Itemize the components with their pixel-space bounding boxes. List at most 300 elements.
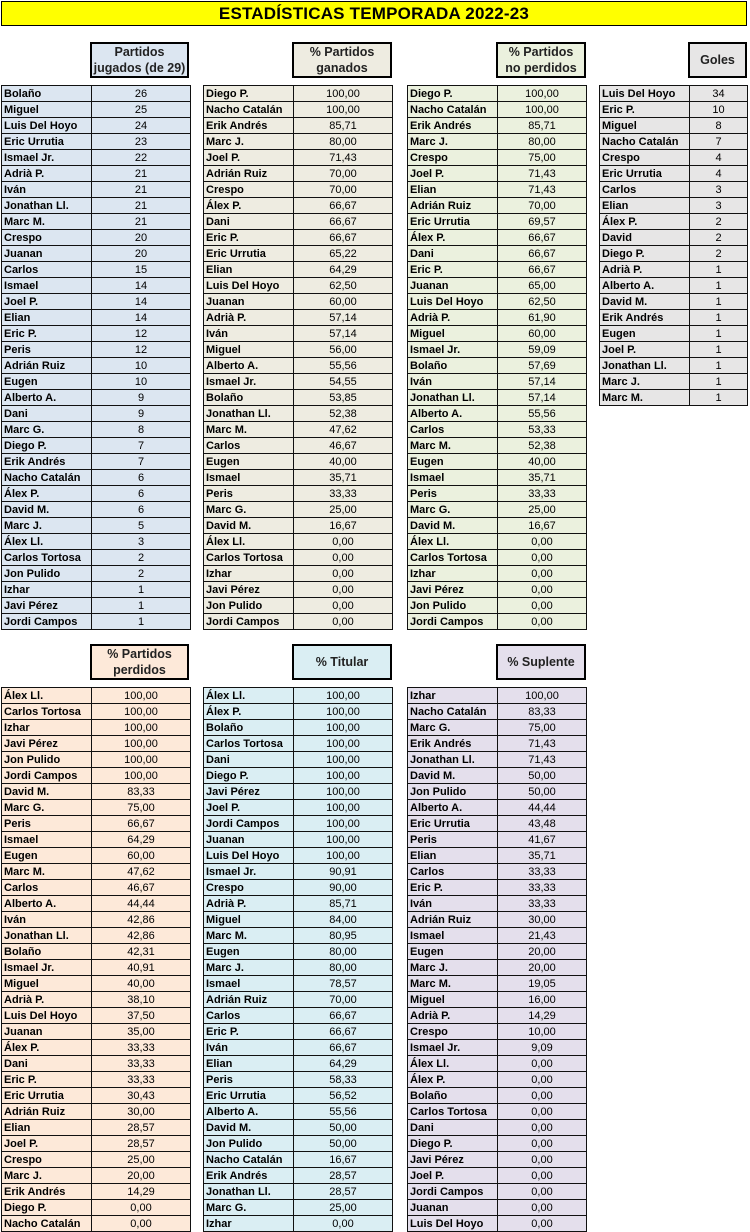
player-name: Álex P. bbox=[408, 1072, 498, 1088]
stat-value: 66,67 bbox=[498, 230, 587, 246]
stat-value: 65,22 bbox=[294, 246, 393, 262]
stat-value: 50,00 bbox=[498, 784, 587, 800]
table-row bbox=[2, 1104, 191, 1120]
table-row bbox=[204, 1056, 393, 1072]
stat-value: 25,00 bbox=[294, 502, 393, 518]
stat-value: 35,71 bbox=[294, 470, 393, 486]
stat-value: 100,00 bbox=[294, 704, 393, 720]
player-name: Joel P. bbox=[204, 800, 294, 816]
player-name: Eric Urrutia bbox=[204, 1088, 294, 1104]
stat-value: 3 bbox=[92, 534, 191, 550]
table-row bbox=[408, 1184, 587, 1200]
table-row bbox=[204, 784, 393, 800]
player-name: Marc G. bbox=[408, 720, 498, 736]
player-name: Eric P. bbox=[2, 326, 92, 342]
table-row bbox=[204, 976, 393, 992]
stat-value: 23 bbox=[92, 134, 191, 150]
table-row bbox=[2, 1056, 191, 1072]
stat-value: 1 bbox=[690, 390, 748, 406]
stat-value: 0,00 bbox=[498, 534, 587, 550]
table-row bbox=[2, 134, 191, 150]
table-row bbox=[408, 1040, 587, 1056]
stat-value: 8 bbox=[92, 422, 191, 438]
table-row bbox=[600, 166, 748, 182]
table-row bbox=[408, 278, 587, 294]
stat-value: 0,00 bbox=[92, 1216, 191, 1232]
player-name: Nacho Catalán bbox=[204, 1152, 294, 1168]
stat-value: 20,00 bbox=[92, 1168, 191, 1184]
player-name: Juanan bbox=[408, 278, 498, 294]
player-name: Ismael Jr. bbox=[204, 864, 294, 880]
stat-value: 14 bbox=[92, 278, 191, 294]
player-name: Eugen bbox=[2, 848, 92, 864]
stat-value: 71,43 bbox=[294, 150, 393, 166]
page-title: ESTADÍSTICAS TEMPORADA 2022-23 bbox=[1, 1, 747, 26]
table-row bbox=[408, 86, 587, 102]
player-name: Jon Pulido bbox=[204, 1136, 294, 1152]
table-row bbox=[204, 1104, 393, 1120]
stat-value: 66,67 bbox=[498, 262, 587, 278]
stat-value: 7 bbox=[690, 134, 748, 150]
player-name: Javi Pérez bbox=[2, 598, 92, 614]
table-row bbox=[408, 1200, 587, 1216]
stat-value: 71,43 bbox=[498, 736, 587, 752]
table-row bbox=[2, 166, 191, 182]
table-row bbox=[204, 390, 393, 406]
table-row bbox=[2, 1040, 191, 1056]
stat-value: 40,00 bbox=[92, 976, 191, 992]
player-name: Adrià P. bbox=[204, 896, 294, 912]
table-row bbox=[204, 502, 393, 518]
table-row bbox=[408, 1136, 587, 1152]
table-row bbox=[204, 614, 393, 630]
player-name: Adrián Ruiz bbox=[204, 166, 294, 182]
player-name: Luis Del Hoyo bbox=[204, 278, 294, 294]
stat-value: 71,43 bbox=[498, 166, 587, 182]
stat-value: 2 bbox=[690, 214, 748, 230]
player-name: Crespo bbox=[408, 1024, 498, 1040]
player-name: Marc G. bbox=[2, 800, 92, 816]
player-name: Eric P. bbox=[204, 1024, 294, 1040]
player-name: Carlos bbox=[408, 864, 498, 880]
stat-value: 56,00 bbox=[294, 342, 393, 358]
player-name: Álex Ll. bbox=[2, 534, 92, 550]
stat-value: 100,00 bbox=[498, 86, 587, 102]
stat-value: 80,00 bbox=[294, 134, 393, 150]
stat-value: 0,00 bbox=[498, 550, 587, 566]
stat-value: 25 bbox=[92, 102, 191, 118]
table-row bbox=[408, 944, 587, 960]
table-row bbox=[408, 960, 587, 976]
table-row bbox=[2, 1152, 191, 1168]
player-name: Álex Ll. bbox=[204, 534, 294, 550]
player-name: Peris bbox=[2, 816, 92, 832]
player-name: Marc J. bbox=[204, 960, 294, 976]
player-name: Eric P. bbox=[2, 1072, 92, 1088]
stat-value: 35,71 bbox=[498, 470, 587, 486]
stat-value: 4 bbox=[690, 150, 748, 166]
table-row bbox=[2, 470, 191, 486]
player-name: Juanan bbox=[408, 1200, 498, 1216]
table-row bbox=[408, 880, 587, 896]
table-row bbox=[408, 502, 587, 518]
player-name: Eric P. bbox=[408, 262, 498, 278]
stat-value: 55,56 bbox=[498, 406, 587, 422]
player-name: Luis Del Hoyo bbox=[408, 1216, 498, 1232]
stat-value: 9,09 bbox=[498, 1040, 587, 1056]
stat-value: 80,00 bbox=[498, 134, 587, 150]
stat-value: 54,55 bbox=[294, 374, 393, 390]
player-name: Elian bbox=[408, 848, 498, 864]
stat-value: 75,00 bbox=[92, 800, 191, 816]
stat-value: 33,33 bbox=[498, 864, 587, 880]
player-name: Miguel bbox=[2, 976, 92, 992]
player-name: Juanan bbox=[2, 1024, 92, 1040]
table-row bbox=[2, 118, 191, 134]
stat-value: 9 bbox=[92, 390, 191, 406]
table-row bbox=[204, 1136, 393, 1152]
player-name: Jordi Campos bbox=[408, 614, 498, 630]
stat-value: 38,10 bbox=[92, 992, 191, 1008]
stat-value: 85,71 bbox=[498, 118, 587, 134]
player-name: Diego P. bbox=[2, 1200, 92, 1216]
player-name: Jordi Campos bbox=[204, 816, 294, 832]
stat-value: 25,00 bbox=[294, 1200, 393, 1216]
table-row bbox=[204, 1120, 393, 1136]
player-name: Eric P. bbox=[600, 102, 690, 118]
stat-value: 14,29 bbox=[498, 1008, 587, 1024]
stat-value: 83,33 bbox=[92, 784, 191, 800]
player-name: Ismael Jr. bbox=[408, 1040, 498, 1056]
stat-value: 21,43 bbox=[498, 928, 587, 944]
player-name: Jon Pulido bbox=[2, 752, 92, 768]
stat-value: 0,00 bbox=[498, 1152, 587, 1168]
stat-value: 100,00 bbox=[92, 768, 191, 784]
table-row bbox=[2, 928, 191, 944]
player-name: Jon Pulido bbox=[204, 598, 294, 614]
table-row bbox=[2, 406, 191, 422]
player-name: Alberto A. bbox=[2, 896, 92, 912]
stat-value: 21 bbox=[92, 166, 191, 182]
table-row bbox=[2, 182, 191, 198]
table-row bbox=[600, 310, 748, 326]
stat-value: 3 bbox=[690, 198, 748, 214]
player-name: Elian bbox=[600, 198, 690, 214]
stat-value: 2 bbox=[690, 246, 748, 262]
player-name: Diego P. bbox=[600, 246, 690, 262]
stat-value: 100,00 bbox=[294, 832, 393, 848]
player-name: Ismael bbox=[2, 278, 92, 294]
stat-value: 57,14 bbox=[294, 310, 393, 326]
player-name: Álex P. bbox=[408, 230, 498, 246]
player-name: Dani bbox=[408, 246, 498, 262]
player-name: Bolaño bbox=[408, 1088, 498, 1104]
player-name: Peris bbox=[204, 1072, 294, 1088]
player-name: Dani bbox=[2, 406, 92, 422]
table-row bbox=[204, 374, 393, 390]
stat-value: 46,67 bbox=[92, 880, 191, 896]
stat-value: 42,86 bbox=[92, 928, 191, 944]
player-name: Crespo bbox=[600, 150, 690, 166]
table-row bbox=[2, 582, 191, 598]
stat-value: 0,00 bbox=[294, 1216, 393, 1232]
table-row bbox=[2, 374, 191, 390]
table-row bbox=[204, 736, 393, 752]
table-row bbox=[2, 294, 191, 310]
stat-value: 43,48 bbox=[498, 816, 587, 832]
stat-value: 71,43 bbox=[498, 182, 587, 198]
table-row bbox=[408, 784, 587, 800]
table-row bbox=[204, 704, 393, 720]
player-name: Ismael Jr. bbox=[204, 374, 294, 390]
player-name: Marc M. bbox=[204, 422, 294, 438]
header-goles: Goles bbox=[688, 42, 747, 78]
player-name: David M. bbox=[204, 1120, 294, 1136]
table-row bbox=[408, 720, 587, 736]
table-row bbox=[204, 1168, 393, 1184]
player-name: Eugen bbox=[204, 454, 294, 470]
table-row bbox=[2, 198, 191, 214]
table-row bbox=[204, 944, 393, 960]
stat-value: 50,00 bbox=[294, 1136, 393, 1152]
table-row bbox=[2, 310, 191, 326]
stat-value: 1 bbox=[690, 278, 748, 294]
table-row bbox=[408, 816, 587, 832]
table-row bbox=[408, 832, 587, 848]
table-row bbox=[204, 262, 393, 278]
table-row bbox=[2, 688, 191, 704]
stat-value: 53,33 bbox=[498, 422, 587, 438]
player-name: Jonathan Ll. bbox=[600, 358, 690, 374]
table-row bbox=[408, 1104, 587, 1120]
stat-value: 66,67 bbox=[498, 246, 587, 262]
player-name: Peris bbox=[408, 486, 498, 502]
stat-value: 100,00 bbox=[294, 736, 393, 752]
table-row bbox=[408, 928, 587, 944]
stat-value: 83,33 bbox=[498, 704, 587, 720]
stat-value: 10 bbox=[92, 374, 191, 390]
player-name: Eric Urrutia bbox=[2, 134, 92, 150]
player-name: Alberto A. bbox=[2, 390, 92, 406]
stat-value: 7 bbox=[92, 454, 191, 470]
table-row bbox=[408, 310, 587, 326]
player-name: Ismael bbox=[408, 470, 498, 486]
stat-value: 100,00 bbox=[294, 800, 393, 816]
player-name: Miguel bbox=[2, 102, 92, 118]
table-row bbox=[408, 1088, 587, 1104]
player-name: Elian bbox=[2, 1120, 92, 1136]
stat-value: 80,95 bbox=[294, 928, 393, 944]
stat-value: 37,50 bbox=[92, 1008, 191, 1024]
stat-value: 56,52 bbox=[294, 1088, 393, 1104]
table-row bbox=[2, 614, 191, 630]
stat-value: 21 bbox=[92, 198, 191, 214]
stat-value: 6 bbox=[92, 470, 191, 486]
table-row bbox=[408, 582, 587, 598]
table-partidos-jugados bbox=[1, 85, 191, 630]
player-name: Miguel bbox=[204, 912, 294, 928]
table-row bbox=[2, 486, 191, 502]
stat-value: 66,67 bbox=[294, 214, 393, 230]
player-name: David M. bbox=[408, 518, 498, 534]
stat-value: 50,00 bbox=[498, 768, 587, 784]
stat-value: 28,57 bbox=[92, 1136, 191, 1152]
table-row bbox=[204, 864, 393, 880]
player-name: Eric P. bbox=[408, 880, 498, 896]
player-name: Marc M. bbox=[408, 438, 498, 454]
stat-value: 75,00 bbox=[498, 720, 587, 736]
table-row bbox=[408, 134, 587, 150]
table-row bbox=[2, 566, 191, 582]
player-name: Javi Pérez bbox=[204, 582, 294, 598]
table-row bbox=[408, 150, 587, 166]
table-row bbox=[204, 278, 393, 294]
stat-value: 1 bbox=[690, 294, 748, 310]
stat-value: 66,67 bbox=[294, 1040, 393, 1056]
table-row bbox=[600, 86, 748, 102]
stat-value: 2 bbox=[92, 566, 191, 582]
player-name: Luis Del Hoyo bbox=[2, 118, 92, 134]
player-name: Marc G. bbox=[204, 502, 294, 518]
stat-value: 21 bbox=[92, 214, 191, 230]
stat-value: 90,91 bbox=[294, 864, 393, 880]
stat-value: 16,67 bbox=[294, 1152, 393, 1168]
table-row bbox=[2, 896, 191, 912]
player-name: Jonathan Ll. bbox=[408, 752, 498, 768]
table-row bbox=[408, 262, 587, 278]
stat-value: 0,00 bbox=[498, 598, 587, 614]
stat-value: 0,00 bbox=[498, 1072, 587, 1088]
player-name: Nacho Catalán bbox=[600, 134, 690, 150]
stat-value: 85,71 bbox=[294, 896, 393, 912]
table-row bbox=[2, 102, 191, 118]
table-row bbox=[2, 784, 191, 800]
player-name: Crespo bbox=[204, 182, 294, 198]
stat-value: 100,00 bbox=[294, 752, 393, 768]
stat-value: 30,00 bbox=[498, 912, 587, 928]
table-row bbox=[408, 550, 587, 566]
table-row bbox=[600, 246, 748, 262]
table-row bbox=[2, 720, 191, 736]
player-name: Carlos bbox=[2, 262, 92, 278]
stat-value: 57,14 bbox=[498, 374, 587, 390]
table-row bbox=[204, 198, 393, 214]
table-row bbox=[408, 454, 587, 470]
table-row bbox=[204, 992, 393, 1008]
table-row bbox=[2, 944, 191, 960]
table-row bbox=[408, 102, 587, 118]
table-row bbox=[2, 518, 191, 534]
table-row bbox=[408, 1024, 587, 1040]
player-name: Crespo bbox=[2, 230, 92, 246]
player-name: Álex P. bbox=[204, 704, 294, 720]
table-row bbox=[408, 182, 587, 198]
table-row bbox=[408, 864, 587, 880]
player-name: Marc G. bbox=[408, 502, 498, 518]
player-name: Alberto A. bbox=[408, 800, 498, 816]
table-row bbox=[600, 374, 748, 390]
stat-value: 64,29 bbox=[92, 832, 191, 848]
player-name: Álex P. bbox=[204, 198, 294, 214]
player-name: Bolaño bbox=[2, 944, 92, 960]
stat-value: 1 bbox=[690, 326, 748, 342]
table-partidos-no-perdidos bbox=[407, 85, 587, 630]
stat-value: 28,57 bbox=[294, 1184, 393, 1200]
player-name: Ismael Jr. bbox=[2, 150, 92, 166]
player-name: Bolaño bbox=[204, 720, 294, 736]
table-row bbox=[204, 800, 393, 816]
stat-value: 84,00 bbox=[294, 912, 393, 928]
table-row bbox=[408, 214, 587, 230]
stat-value: 35,71 bbox=[498, 848, 587, 864]
player-name: Javi Pérez bbox=[204, 784, 294, 800]
player-name: Álex P. bbox=[2, 486, 92, 502]
stat-value: 5 bbox=[92, 518, 191, 534]
table-row bbox=[204, 310, 393, 326]
player-name: Peris bbox=[2, 342, 92, 358]
stat-value: 14 bbox=[92, 294, 191, 310]
stat-value: 14,29 bbox=[92, 1184, 191, 1200]
table-row bbox=[408, 1008, 587, 1024]
stat-value: 7 bbox=[92, 438, 191, 454]
table-row bbox=[204, 688, 393, 704]
stat-value: 10 bbox=[92, 358, 191, 374]
player-name: Adrián Ruiz bbox=[408, 198, 498, 214]
table-row bbox=[2, 1008, 191, 1024]
table-row bbox=[408, 848, 587, 864]
table-row bbox=[600, 390, 748, 406]
stat-value: 2 bbox=[690, 230, 748, 246]
table-row bbox=[408, 390, 587, 406]
stat-value: 20 bbox=[92, 230, 191, 246]
stat-value: 1 bbox=[690, 310, 748, 326]
table-row bbox=[2, 960, 191, 976]
table-row bbox=[2, 816, 191, 832]
table-row bbox=[408, 598, 587, 614]
player-name: Eugen bbox=[600, 326, 690, 342]
player-name: Marc M. bbox=[204, 928, 294, 944]
table-row bbox=[600, 278, 748, 294]
player-name: Miguel bbox=[408, 326, 498, 342]
stat-value: 62,50 bbox=[294, 278, 393, 294]
player-name: Eugen bbox=[204, 944, 294, 960]
header-partidos-perdidos: % Partidos perdidos bbox=[90, 644, 189, 680]
stat-value: 20,00 bbox=[498, 960, 587, 976]
table-row bbox=[204, 1088, 393, 1104]
header-titular: % Titular bbox=[292, 644, 392, 680]
stat-value: 0,00 bbox=[294, 598, 393, 614]
table-row bbox=[408, 1072, 587, 1088]
stat-value: 0,00 bbox=[498, 566, 587, 582]
stat-value: 44,44 bbox=[92, 896, 191, 912]
table-row bbox=[408, 912, 587, 928]
table-row bbox=[600, 118, 748, 134]
player-name: Iván bbox=[408, 896, 498, 912]
player-name: Dani bbox=[204, 752, 294, 768]
table-row bbox=[2, 1168, 191, 1184]
stat-value: 0,00 bbox=[294, 550, 393, 566]
stat-value: 53,85 bbox=[294, 390, 393, 406]
player-name: Ismael Jr. bbox=[408, 342, 498, 358]
stat-value: 30,43 bbox=[92, 1088, 191, 1104]
stat-value: 25,00 bbox=[498, 502, 587, 518]
table-row bbox=[2, 752, 191, 768]
table-row bbox=[2, 736, 191, 752]
player-name: Eugen bbox=[408, 944, 498, 960]
table-row bbox=[204, 102, 393, 118]
player-name: Ismael bbox=[408, 928, 498, 944]
stat-value: 0,00 bbox=[294, 566, 393, 582]
